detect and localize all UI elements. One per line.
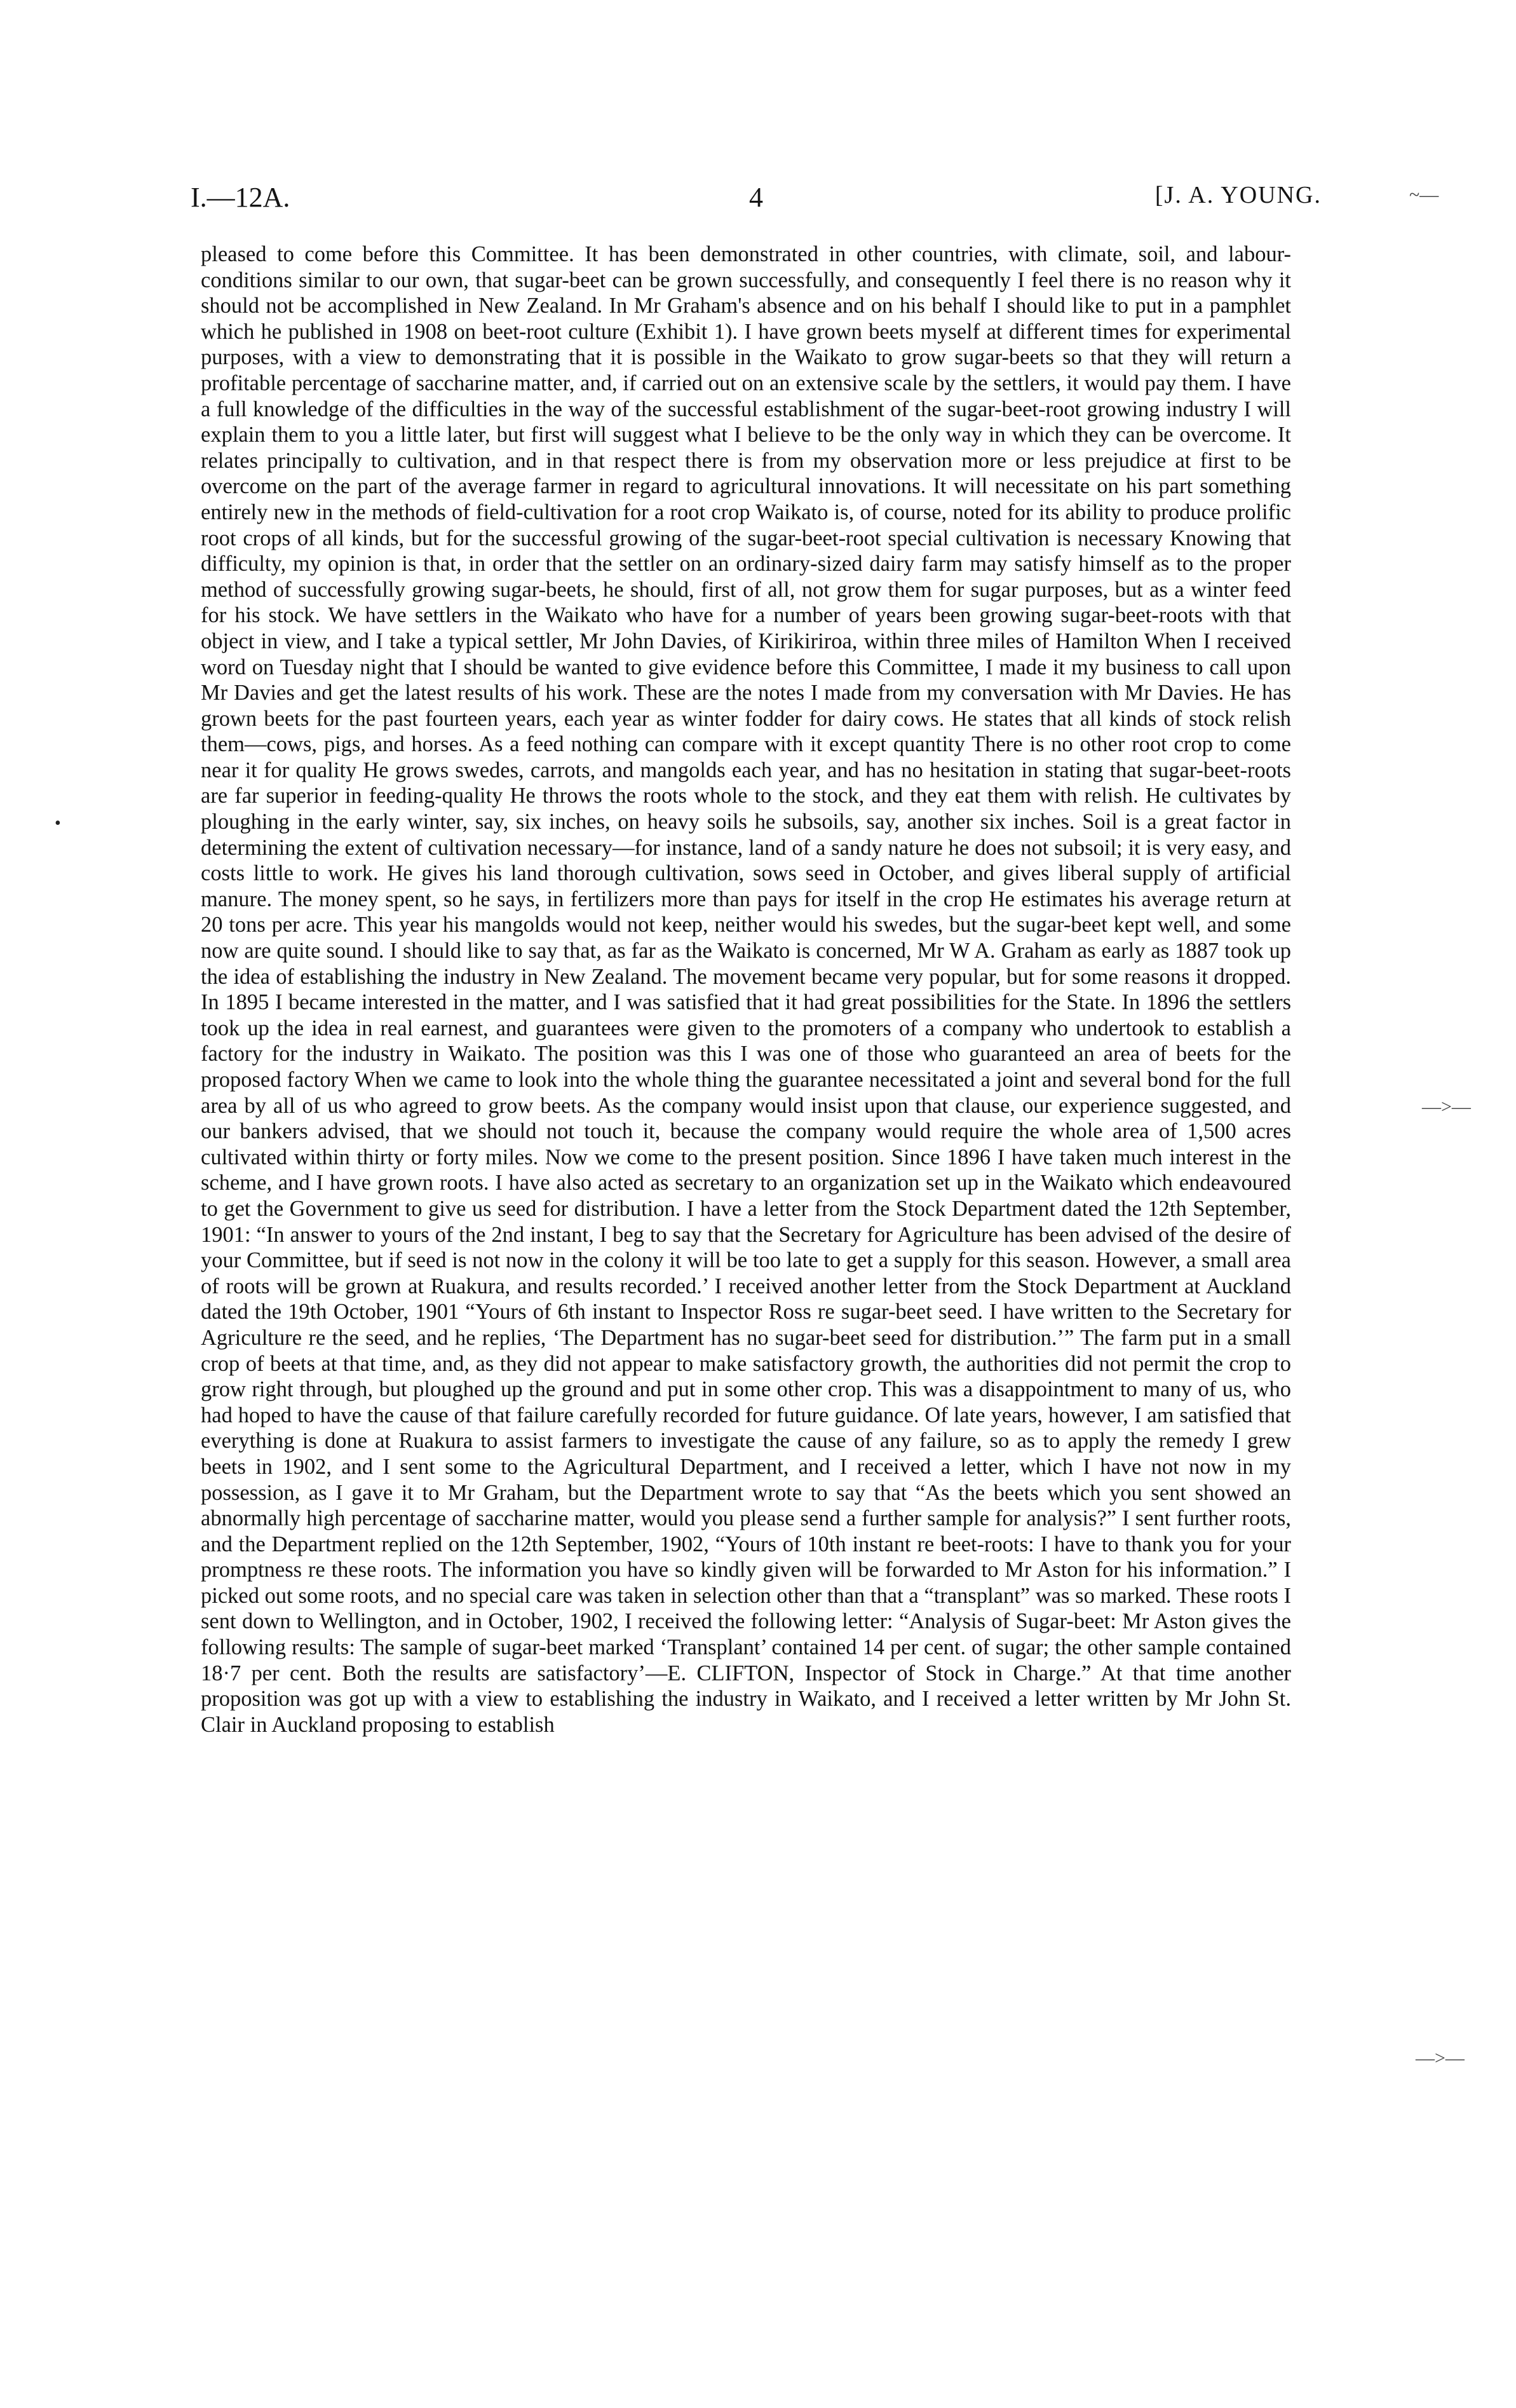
- margin-dot: •: [55, 813, 61, 833]
- document-reference: I.—12A.: [191, 182, 290, 213]
- margin-mark-top: ~—: [1409, 184, 1439, 205]
- margin-mark-lower: —>—: [1416, 2048, 1465, 2069]
- body-paragraph: pleased to come before this Committee. It has been demonstrated in other countries, with climate, soil, and labour-conditions similar to our own, that sugar-beet can be grown successfully, and consequently I feel there is no reason why it should not be accomplished in New Zealand. In Mr Graham's absence and on his behalf I should like to put in a pamphlet which he published in 1908 on beet-root culture (Exhibit 1). I have grown beets myself at different times for experimental purposes, with a view to demonstrating that it is possible in the Waikato to grow sugar-beets so that they will return a profitable percentage of saccharine matter, and, if carried out on an extensive scale by the settlers, it would pay them. I have a full knowledge of the difficulties in the way of the successful establishment of the sugar-beet-root growing industry I will explain them to you a little later, but first will suggest what I believe to be the only way in which they can be overcome. It relates principally to cultivation, and in that respect there is from my observation more or less prejudice at first to be overcome on the part of the average farmer in regard to agricultural innovations. It will necessitate on his part something entirely new in the methods of field-cultivation for a root crop Waikato is, of course, noted for its ability to produce prolific root crops of all kinds, but for the successful growing of the sugar-beet-root special cultivation is necessary Knowing that difficulty, my opinion is that, in order that the settler on an ordinary-sized dairy farm may satisfy himself as to the proper method of successfully growing sugar-beets, he should, first of all, not grow them for sugar purposes, but as a winter feed for his stock. We have settlers in the Waikato who have for a number of years been growing sugar-beet-roots with that object in view, and I take a typical settler, Mr John Davies, of Kirikiriroa, within three miles of Hamilton When I received word on Tuesday night that I should be wanted to give evidence before this Committee, I made it my business to call upon Mr Davies and get the latest results of his work. These are the notes I made from my conversation with Mr Davies. He has grown beets for the past fourteen years, each year as winter fodder for dairy cows. He states that all kinds of stock relish them—cows, pigs, and horses. As a feed nothing can compare with it except quantity There is no other root crop to come near it for quality He grows swedes, carrots, and mangolds each year, and has no hesitation in stating that sugar-beet-roots are far superior in feeding-quality He throws the roots whole to the stock, and they eat them with relish. He cultivates by ploughing in the early winter, say, six inches, on heavy soils he subsoils, say, another six inches. Soil is a great factor in determining the extent of cultivation necessary—for instance, land of a sandy nature he does not subsoil; it is very easy, and costs little to work. He gives his land thorough cultivation, sows seed in October, and gives liberal supply of artificial manure. The money spent, so he says, in fertilizers more than pays for itself in the crop He estimates his average return at 20 tons per acre. This year his mangolds would not keep, neither would his swedes, but the sugar-beet kept well, and some now are quite sound. I should like to say that, as far as the Waikato is concerned, Mr W A. Graham as early as 1887 took up the idea of establishing the industry in New Zealand. The movement became very popular, but for some reasons it dropped. In 1895 I became interested in the matter, and I was satisfied that it had great possibilities for the State. In 1896 the settlers took up the idea in real earnest, and guarantees were given to the promoters of a company who undertook to establish a factory for the industry in Waikato. The position was this I was one of those who guaranteed an area of beets for the proposed factory When we came to look into the whole thing the guarantee necessitated a joint and several bond for the full area by all of us who agreed to grow beets. As the company would insist upon that clause, our experience suggested, and our bankers advised, that we should not touch it, because the company would require the whole area of 1,500 acres cultivated within thirty or forty miles. Now we come to the present position. Since 1896 I have taken much interest in the scheme, and I have grown roots. I have also acted as secretary to an organization set up in the Waikato which endeavoured to get the Government to give us seed for distribution. I have a letter from the Stock Department dated the 12th September, 1901: “In answer to yours of the 2nd instant, I beg to say that the Secretary for Agriculture has been advised of the desire of your Committee, but if seed is not now in the colony it will be too late to get a supply for this season. However, a small area of roots will be grown at Ruakura, and results recorded.’ I received another letter from the Stock Department at Auckland dated the 19th October, 1901 “Yours of 6th instant to Inspector Ross re sugar-beet seed. I have written to the Secretary for Agriculture re the seed, and he replies, ‘The Department has no sugar-beet seed for distribution.’” The farm put in a small crop of beets at that time, and, as they did not appear to make satisfactory growth, the authorities did not permit the crop to grow right through, but ploughed up the ground and put in some other crop. This was a disappointment to many of us, who had hoped to have the cause of that failure carefully recorded for future guidance. Of late years, however, I am satisfied that everything is done at Ruakura to assist farmers to investigate the cause of any failure, so as to apply the remedy I grew beets in 1902, and I sent some to the Agricultural Department, and I received a letter, which I have not now in my possession, as I gave it to Mr Graham, but the Department wrote to say that “As the beets which you sent showed an abnormally high percentage of saccharine matter, would you please send a further sample for analysis?” I sent further roots, and the Department replied on the 12th September, 1902, “Yours of 10th instant re beet-roots: I have to thank you for your promptness re these roots. The information you have so kindly given will be forwarded to Mr Aston for his information.” I picked out some roots, and no special care was taken in selection other than that a “transplant” was so marked. These roots I sent down to Wellington, and in October, 1902, I received the following letter: “Analysis of Sugar-beet: Mr Aston gives the following results: The sample of sugar-beet marked ‘Transplant’ contained 14 per cent. of sugar; the other sample contained 18·7 per cent. Both the results are satisfactory’—E. CLIFTON, Inspector of Stock in Charge.” At that time another proposition was got up with a view to establishing the industry in Waikato, and I received a letter written by Mr John St. Clair in Auckland proposing to establish: [201, 242, 1291, 1737]
- page-number: 4: [749, 182, 763, 213]
- margin-mark-middle: —>—: [1422, 1096, 1471, 1117]
- witness-name: [J. A. YOUNG.: [1154, 182, 1322, 208]
- page-header: [191, 181, 1322, 219]
